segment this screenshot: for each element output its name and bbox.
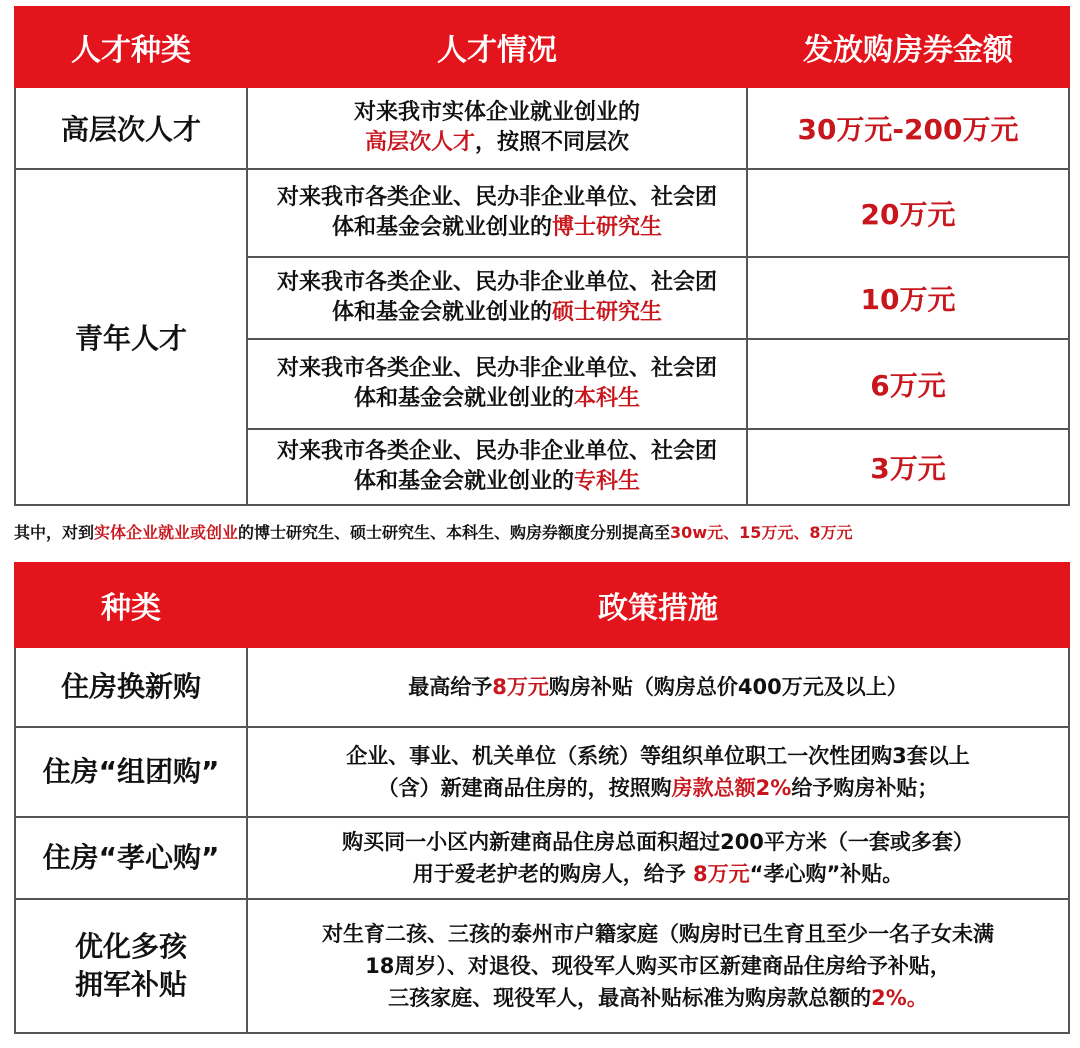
category-cell (15, 899, 247, 1033)
desc-highlight: 8万元 (492, 675, 549, 699)
desc-text: “孝心购”补贴。 (749, 862, 904, 886)
footnote (14, 520, 1068, 543)
desc-highlight: 硕士研究生 (552, 300, 663, 325)
desc-text: 对来我市实体企业就业创业的 (353, 100, 640, 125)
table-row (15, 817, 1069, 899)
desc-text: 体和基金会就业创业的 (331, 215, 552, 240)
desc-text: 用于爱老护老的购房人，给予 (412, 862, 694, 886)
description-cell (247, 727, 1069, 817)
desc-text: 对来我市各类企业、民办非企业单位、社会团 (276, 439, 717, 464)
amount-cell: 3万元 (747, 429, 1069, 505)
desc-text: 购房补贴（购房总价400万元及以上） (548, 675, 908, 699)
desc-highlight: 房款总额2% (671, 776, 792, 800)
header-policy-measures: 政策措施 (247, 563, 1069, 647)
header-talent-type: 人才种类 (15, 7, 247, 87)
desc-highlight: 本科生 (574, 386, 641, 411)
note-text: 其中，对到 (14, 523, 95, 542)
table-row (15, 727, 1069, 817)
amount-cell: 6万元 (747, 339, 1069, 429)
desc-text: 购买同一小区内新建商品住房总面积超过200平方米（一套或多套） (342, 830, 974, 854)
amount-cell: 30万元-200万元 (747, 87, 1069, 169)
category-text: 优化多孩 (74, 930, 187, 963)
desc-text: 企业、事业、机关单位（系统）等组织单位职工一次性团购3套以上 (346, 744, 970, 768)
desc-text: 对来我市各类企业、民办非企业单位、社会团 (276, 270, 717, 295)
note-highlight: 实体企业就业或创业 (94, 523, 239, 542)
category-cell: 住房“组团购” (15, 727, 247, 817)
desc-text: 18周岁）、对退役、现役军人购买市区新建商品住房给予补贴， (365, 954, 951, 978)
desc-highlight: 博士研究生 (552, 215, 663, 240)
description-cell (247, 429, 747, 505)
description-cell (247, 647, 1069, 727)
desc-highlight: 2%。 (871, 986, 928, 1010)
category-cell: 青年人才 (15, 169, 247, 505)
header-type: 种类 (15, 563, 247, 647)
table-row (15, 87, 1069, 169)
description-cell (247, 817, 1069, 899)
description-cell (247, 899, 1069, 1033)
category-cell: 住房“孝心购” (15, 817, 247, 899)
table-row (15, 169, 1069, 257)
desc-text: ，按照不同层次 (475, 130, 630, 155)
desc-highlight: 专科生 (574, 469, 641, 494)
table-row (15, 899, 1069, 1033)
desc-text: 对来我市各类企业、民办非企业单位、社会团 (276, 356, 717, 381)
desc-highlight: 高层次人才 (364, 130, 475, 155)
note-text: 的博士研究生、硕士研究生、本科生、购房券额度分别提高至 (238, 523, 671, 542)
amount-cell: 10万元 (747, 257, 1069, 339)
table-row (15, 647, 1069, 727)
desc-text: 体和基金会就业创业的 (353, 386, 574, 411)
desc-text: 对来我市各类企业、民办非企业单位、社会团 (276, 185, 717, 210)
policy-table (14, 562, 1070, 1034)
description-cell (247, 169, 747, 257)
policy-header-row (15, 563, 1069, 647)
desc-text: 对生育二孩、三孩的泰州市户籍家庭（购房时已生育且至少一名子女未满 (322, 922, 994, 946)
desc-text: 体和基金会就业创业的 (331, 300, 552, 325)
description-cell (247, 339, 747, 429)
category-cell: 住房换新购 (15, 647, 247, 727)
category-cell: 高层次人才 (15, 87, 247, 169)
category-text: 拥军补贴 (74, 968, 187, 1001)
desc-text: （含）新建商品住房的，按照购 (377, 776, 672, 800)
desc-highlight: 8万元 (693, 862, 750, 886)
header-voucher-amount: 发放购房券金额 (747, 7, 1069, 87)
desc-text: 给予购房补贴； (791, 776, 939, 800)
description-cell (247, 257, 747, 339)
description-cell (247, 87, 747, 169)
talent-header-row (15, 7, 1069, 87)
talent-table (14, 6, 1070, 506)
desc-text: 最高给予 (408, 675, 493, 699)
header-talent-situation: 人才情况 (247, 7, 747, 87)
note-highlight: 30w元、15万元、8万元 (670, 523, 853, 542)
amount-cell: 20万元 (747, 169, 1069, 257)
desc-text: 体和基金会就业创业的 (353, 469, 574, 494)
desc-text: 三孩家庭、现役军人，最高补贴标准为购房款总额的 (388, 986, 872, 1010)
